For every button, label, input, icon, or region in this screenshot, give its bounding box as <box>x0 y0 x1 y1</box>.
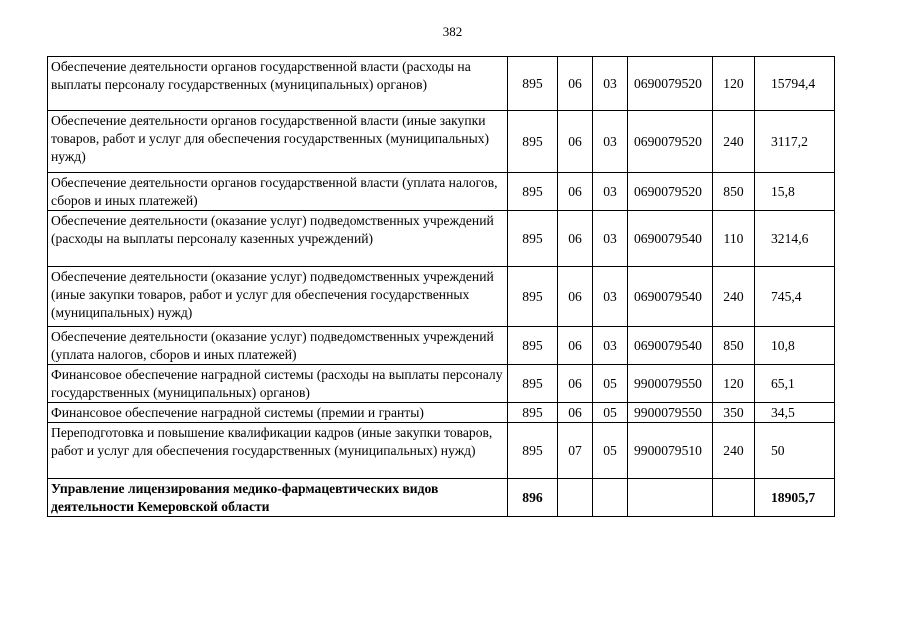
subsection-code: 03 <box>593 111 628 173</box>
expense-type-code: 240 <box>713 423 755 479</box>
target-code: 0690079540 <box>628 327 713 365</box>
table-row <box>48 365 835 403</box>
ministry-code: 895 <box>508 365 558 403</box>
ministry-code: 895 <box>508 211 558 267</box>
target-code <box>628 479 713 517</box>
target-code: 0690079540 <box>628 267 713 327</box>
ministry-code: 895 <box>508 267 558 327</box>
target-code: 9900079550 <box>628 403 713 423</box>
expense-type-code: 850 <box>713 173 755 211</box>
subsection-code: 05 <box>593 365 628 403</box>
subsection-code: 03 <box>593 211 628 267</box>
amount: 3214,6 <box>755 211 835 267</box>
ministry-code: 895 <box>508 403 558 423</box>
ministry-code: 895 <box>508 423 558 479</box>
ministry-code: 895 <box>508 111 558 173</box>
amount: 3117,2 <box>755 111 835 173</box>
table-row <box>48 267 835 327</box>
row-name: Обеспечение деятельности (оказание услуг) подведомственных учреждений (иные закупки товаров, работ и услуг для обеспечения государственных (муниципальных) нужд) <box>48 267 508 327</box>
table-row-total <box>48 479 835 517</box>
amount: 65,1 <box>755 365 835 403</box>
subsection-code <box>593 479 628 517</box>
row-name: Финансовое обеспечение наградной системы (премии и гранты) <box>48 403 508 423</box>
subsection-code: 03 <box>593 57 628 111</box>
amount: 34,5 <box>755 403 835 423</box>
ministry-code: 896 <box>508 479 558 517</box>
expense-type-code: 240 <box>713 111 755 173</box>
target-code: 0690079520 <box>628 173 713 211</box>
expense-type-code: 120 <box>713 57 755 111</box>
amount: 15794,4 <box>755 57 835 111</box>
expense-type-code <box>713 479 755 517</box>
row-name: Обеспечение деятельности органов государственной власти (иные закупки товаров, работ и услуг для обеспечения государственных (муниципальных) нужд) <box>48 111 508 173</box>
subsection-code: 03 <box>593 267 628 327</box>
ministry-code: 895 <box>508 57 558 111</box>
ministry-code: 895 <box>508 173 558 211</box>
table-row <box>48 173 835 211</box>
amount: 18905,7 <box>755 479 835 517</box>
subsection-code: 05 <box>593 403 628 423</box>
section-code: 06 <box>558 267 593 327</box>
ministry-code: 895 <box>508 327 558 365</box>
target-code: 9900079510 <box>628 423 713 479</box>
row-name: Финансовое обеспечение наградной системы (расходы на выплаты персоналу государственных (муниципальных) органов) <box>48 365 508 403</box>
target-code: 9900079550 <box>628 365 713 403</box>
table-row <box>48 403 835 423</box>
table-row <box>48 327 835 365</box>
row-name: Обеспечение деятельности органов государственной власти (расходы на выплаты персоналу государственных (муниципальных) органов) <box>48 57 508 111</box>
section-code: 06 <box>558 365 593 403</box>
table-row <box>48 423 835 479</box>
row-name: Обеспечение деятельности (оказание услуг) подведомственных учреждений (уплата налогов, сборов и иных платежей) <box>48 327 508 365</box>
target-code: 0690079540 <box>628 211 713 267</box>
expense-type-code: 110 <box>713 211 755 267</box>
target-code: 0690079520 <box>628 57 713 111</box>
table-row <box>48 211 835 267</box>
subsection-code: 05 <box>593 423 628 479</box>
budget-table <box>47 56 835 517</box>
section-code: 06 <box>558 57 593 111</box>
amount: 15,8 <box>755 173 835 211</box>
section-code: 06 <box>558 211 593 267</box>
row-name: Обеспечение деятельности органов государственной власти (уплата налогов, сборов и иных платежей) <box>48 173 508 211</box>
target-code: 0690079520 <box>628 111 713 173</box>
section-code: 06 <box>558 403 593 423</box>
page-number: 382 <box>442 24 463 39</box>
expense-type-code: 240 <box>713 267 755 327</box>
section-code: 06 <box>558 111 593 173</box>
table-row <box>48 57 835 111</box>
amount: 10,8 <box>755 327 835 365</box>
section-code: 06 <box>558 327 593 365</box>
section-code: 06 <box>558 173 593 211</box>
table-row <box>48 111 835 173</box>
amount: 50 <box>755 423 835 479</box>
row-name: Обеспечение деятельности (оказание услуг) подведомственных учреждений (расходы на выплаты персоналу казенных учреждений) <box>48 211 508 267</box>
expense-type-code: 350 <box>713 403 755 423</box>
row-name: Управление лицензирования медико-фармацевтических видов деятельности Кемеровской области <box>48 479 508 517</box>
expense-type-code: 120 <box>713 365 755 403</box>
expense-type-code: 850 <box>713 327 755 365</box>
subsection-code: 03 <box>593 173 628 211</box>
row-name: Переподготовка и повышение квалификации кадров (иные закупки товаров, работ и услуг для обеспечения государственных (муниципальных) нужд) <box>48 423 508 479</box>
subsection-code: 03 <box>593 327 628 365</box>
amount: 745,4 <box>755 267 835 327</box>
section-code <box>558 479 593 517</box>
section-code: 07 <box>558 423 593 479</box>
